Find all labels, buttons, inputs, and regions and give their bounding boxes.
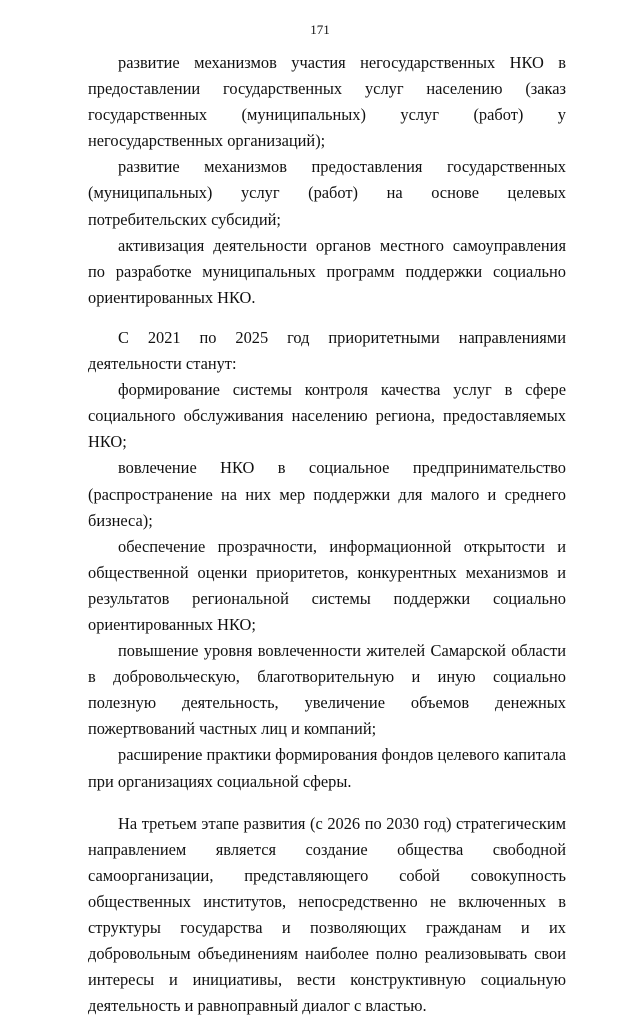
paragraph-quality-control: формирование системы контроля качества услуг в сфере социального обслуживания населению региона, предоставляемых НКО; bbox=[88, 380, 566, 452]
paragraph-2021-2025-intro: С 2021 по 2025 год приоритетными направлениями деятельности станут: bbox=[88, 327, 566, 374]
paragraph-social-entrepreneurship: вовлечение НКО в социальное предпринимательство (распространение на них мер поддержки для малого и среднего бизнеса); bbox=[88, 458, 566, 530]
page-number: 171 bbox=[310, 22, 330, 37]
paragraph-transparency: обеспечение прозрачности, информационной открытости и общественной оценки приоритетов, конкурентных механизмов и результатов региональной системы поддержки социально ориентированных НКО; bbox=[88, 536, 566, 634]
paragraph-local-government: активизация деятельности органов местного самоуправления по разработке муниципальных программ поддержки социально ориентированных НКО. bbox=[88, 235, 566, 307]
paragraph-ngo-public-services: развитие механизмов участия негосударственных НКО в предоставлении государственных услуг населению (заказ государственных (муниципальных) услуг (работ) у негосударственных организаций); bbox=[88, 53, 566, 151]
paragraph-endowment-funds: расширение практики формирования фондов целевого капитала при организациях социальной сферы. bbox=[88, 745, 566, 791]
paragraph-third-stage: На третьем этапе развития (с 2026 по 2030 год) стратегическим направлением является создание общества свободной самоорганизации, представляющего собой совокупность общественных институтов, непосредственно не включенных в структуры государства и позволяющих гражданам и их добровольным объединениям наиболее полно реализовывать свои интересы и инициативы, вести конструктивную социальную деятельность и равноправный диалог с властью. bbox=[88, 813, 566, 1016]
paragraph-consumer-subsidies: развитие механизмов предоставления государственных (муниципальных) услуг (работ) на основе целевых потребительских субсидий; bbox=[88, 157, 566, 229]
paragraph-volunteer-involvement: повышение уровня вовлеченности жителей Самарской области в добровольческую, благотворительную и иную социально полезную деятельность, увеличение объемов денежных пожертвований частных лиц и компаний; bbox=[88, 641, 566, 739]
document-body bbox=[88, 50, 566, 1019]
